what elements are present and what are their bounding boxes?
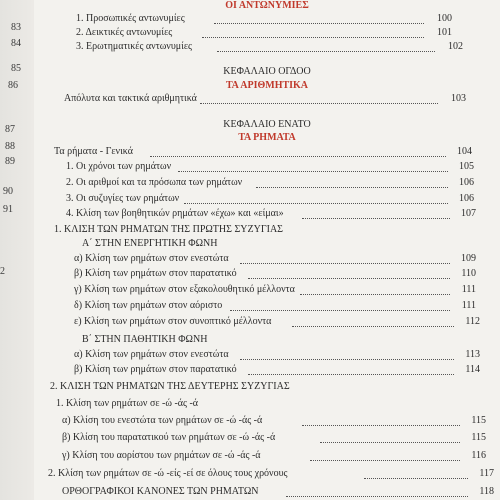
- dot-leader: [150, 155, 446, 157]
- toc-page-number: 105: [459, 161, 474, 172]
- dot-leader: [300, 293, 450, 295]
- previous-page-edge: [0, 0, 35, 500]
- toc-entry-label: α) Κλίση των ρημάτων στον ενεστώτα: [74, 253, 229, 264]
- toc-entry-label: β) Κλίση του παρατατικού των ρημάτων σε -ώ -άς -ά: [62, 432, 276, 443]
- toc-page-number: 115: [471, 415, 486, 426]
- subsection-heading: 1. Κλίση των ρημάτων σε -ώ -άς -ά: [56, 398, 199, 409]
- toc-page-number: 113: [465, 349, 480, 360]
- toc-page-number: 114: [465, 364, 480, 375]
- toc-page-number: 106: [459, 193, 474, 204]
- prev-page-number: 84: [11, 38, 21, 49]
- prev-page-number: 85: [11, 63, 21, 74]
- toc-page-number: 101: [437, 27, 452, 38]
- toc-page-number: 104: [457, 146, 472, 157]
- chapter-heading: ΚΕΦΑΛΑΙΟ ΟΓΔΟΟ: [223, 66, 311, 77]
- subsection-heading: 1. ΚΛΙΣΗ ΤΩΝ ΡΗΜΑΤΩΝ ΤΗΣ ΠΡΩΤΗΣ ΣΥΖΥΓΙΑΣ: [54, 224, 283, 235]
- dot-leader: [230, 309, 450, 311]
- toc-entry-label: 1. Οι χρόνοι των ρημάτων: [66, 161, 172, 172]
- toc-page-number: 116: [471, 450, 486, 461]
- toc-entry-label: γ) Κλίση των ρημάτων στον εξακολουθητικό μέλλοντα: [74, 284, 295, 295]
- toc-page-number: 117: [479, 468, 494, 479]
- dot-leader: [217, 50, 435, 52]
- toc-page-number: 103: [451, 93, 466, 104]
- dot-leader: [310, 459, 460, 461]
- subsection-heading: 2. ΚΛΙΣΗ ΤΩΝ ΡΗΜΑΤΩΝ ΤΗΣ ΔΕΥΤΕΡΗΣ ΣΥΖΥΓΙΑΣ: [50, 381, 290, 392]
- toc-entry-label: ε) Κλίση των ρημάτων στον συνοπτικό μέλλοντα: [74, 316, 272, 327]
- toc-entry-label: 3. Οι συζυγίες των ρημάτων: [66, 193, 180, 204]
- dot-leader: [286, 495, 468, 497]
- dot-leader: [200, 102, 438, 104]
- toc-page-number: 118: [479, 486, 494, 497]
- dot-leader: [320, 441, 460, 443]
- prev-page-number: 90: [3, 186, 13, 197]
- dot-leader: [248, 373, 454, 375]
- toc-entry-label: 3. Ερωτηματικές αντωνυμίες: [76, 41, 192, 52]
- dot-leader: [292, 325, 454, 327]
- prev-page-number: 88: [5, 141, 15, 152]
- subsection-heading: Α΄ ΣΤΗΝ ΕΝΕΡΓΗΤΙΚΗ ΦΩΝΗ: [82, 238, 218, 249]
- prev-page-number: 87: [5, 124, 15, 135]
- toc-entry-label: β) Κλίση των ρημάτων στον παρατατικό: [74, 364, 237, 375]
- toc-entry-label: 2. Δεικτικές αντωνυμίες: [76, 27, 173, 38]
- toc-entry-label: 2. Κλίση των ρημάτων σε -ώ -είς -εί σε όλους τους χρόνους: [48, 468, 288, 479]
- subsection-heading: Β΄ ΣΤΗΝ ΠΑΘΗΤΙΚΗ ΦΩΝΗ: [82, 334, 208, 345]
- toc-entry-label: 4. Κλίση των βοηθητικών ρημάτων «έχω» και «είμαι»: [66, 208, 284, 219]
- dot-leader: [302, 424, 460, 426]
- dot-leader: [240, 262, 450, 264]
- toc-page-number: 109: [461, 253, 476, 264]
- toc-entry-label: Απόλυτα και τακτικά αριθμητικά: [64, 93, 197, 104]
- section-title-verbs: ΤΑ ΡΗΜΑΤΑ: [238, 132, 296, 143]
- toc-page-number: 107: [461, 208, 476, 219]
- table-of-contents-page: [34, 0, 500, 500]
- toc-page-number: 115: [471, 432, 486, 443]
- section-title-numerals: ΤΑ ΑΡΙΘΜΗΤΙΚΑ: [225, 80, 309, 91]
- toc-entry-label: 2. Οι αριθμοί και τα πρόσωπα των ρημάτων: [66, 177, 243, 188]
- chapter-heading: ΚΕΦΑΛΑΙΟ ΕΝΑΤΟ: [223, 119, 311, 130]
- toc-entry-label: Τα ρήματα - Γενικά: [54, 146, 133, 157]
- toc-page-number: 100: [437, 13, 452, 24]
- toc-page-number: 111: [461, 300, 476, 311]
- dot-leader: [302, 217, 450, 219]
- prev-page-number: 86: [8, 80, 18, 91]
- dot-leader: [364, 477, 468, 479]
- section-title-pronouns: ΟΙ ΑΝΤΩΝΥΜΙΕΣ: [225, 0, 309, 11]
- dot-leader: [240, 358, 454, 360]
- prev-page-number: 83: [11, 22, 21, 33]
- dot-leader: [256, 186, 448, 188]
- dot-leader: [202, 36, 424, 38]
- toc-entry-label: α) Κλίση των ρημάτων στον ενεστώτα: [74, 349, 229, 360]
- toc-page-number: 106: [459, 177, 474, 188]
- toc-entry-label: δ) Κλίση των ρημάτων στον αόριστο: [74, 300, 223, 311]
- toc-page-number: 111: [461, 284, 476, 295]
- toc-entry-label: ΟΡΘΟΓΡΑΦΙΚΟΙ ΚΑΝΟΝΕΣ ΤΩΝ ΡΗΜΑΤΩΝ: [62, 486, 259, 497]
- toc-entry-label: α) Κλίση του ενεστώτα των ρημάτων σε -ώ -άς -ά: [62, 415, 263, 426]
- toc-entry-label: 1. Προσωπικές αντωνυμίες: [76, 13, 185, 24]
- toc-page-number: 112: [465, 316, 480, 327]
- dot-leader: [178, 170, 448, 172]
- prev-page-number: 91: [3, 204, 13, 215]
- toc-entry-label: β) Κλίση των ρημάτων στον παρατατικό: [74, 268, 237, 279]
- dot-leader: [184, 202, 448, 204]
- dot-leader: [214, 22, 424, 24]
- toc-page-number: 110: [461, 268, 476, 279]
- dot-leader: [248, 277, 450, 279]
- toc-page-number: 102: [448, 41, 463, 52]
- toc-entry-label: γ) Κλίση του αορίστου των ρημάτων σε -ώ -άς -ά: [62, 450, 261, 461]
- prev-page-number: 89: [5, 156, 15, 167]
- prev-page-number: 2: [0, 266, 5, 277]
